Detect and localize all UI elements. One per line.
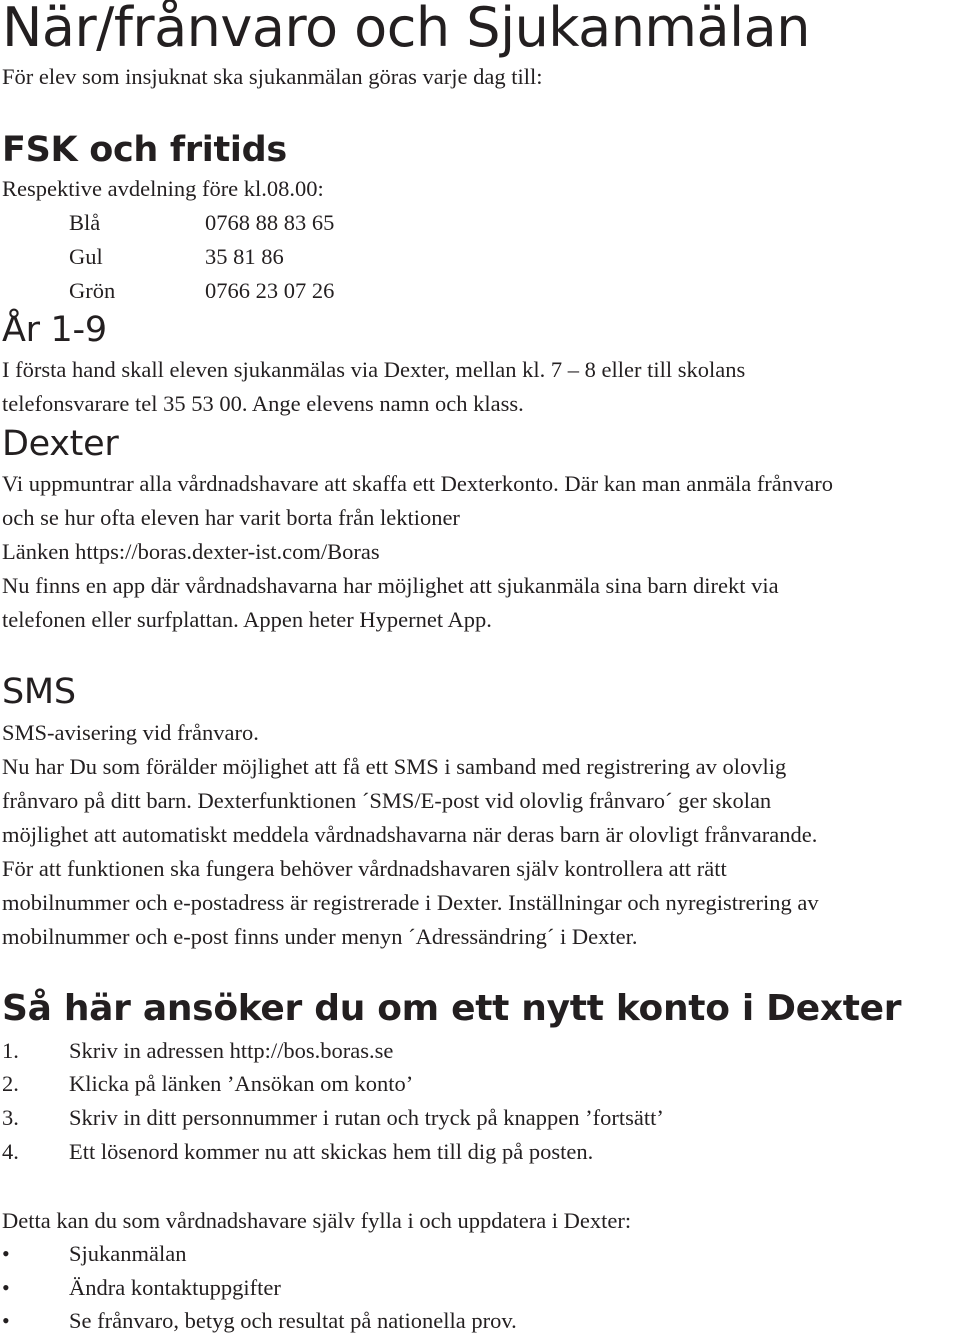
bullet-icon: • <box>2 1308 10 1333</box>
bullet-icon: • <box>2 1241 10 1266</box>
dexter-link-line: Länken https://boras.dexter-ist.com/Boras <box>2 539 380 564</box>
self-service-lead: Detta kan du som vårdnadshavare själv fylla i och uppdatera i Dexter: <box>2 1208 632 1233</box>
dexter-text-line: Vi uppmuntrar alla vårdnadshavare att skaffa ett Dexterkonto. Där kan man anmäla frånvaro <box>2 471 834 496</box>
step-number: 3. <box>2 1105 19 1130</box>
contact-phone: 35 81 86 <box>205 244 284 269</box>
years-heading: År 1-9 <box>2 310 107 350</box>
step-item <box>0 1101 960 1135</box>
fsk-lead: Respektive avdelning före kl.08.00: <box>2 176 324 201</box>
sms-text-line: Nu har Du som förälder möjlighet att få ett SMS i samband med registrering av olovlig <box>2 754 787 779</box>
sms-text-line: För att funktionen ska fungera behöver vårdnadshavaren själv kontrollera att rätt <box>2 856 727 881</box>
step-text: Skriv in adressen http://bos.boras.se <box>69 1038 394 1063</box>
intro-text: För elev som insjuknat ska sjukanmälan göras varje dag till: <box>2 64 543 89</box>
contact-row <box>0 206 960 240</box>
step-item <box>0 1135 960 1169</box>
contact-name: Blå <box>69 210 101 235</box>
contact-row <box>0 274 960 308</box>
step-text: Skriv in ditt personnummer i rutan och tryck på knappen ’fortsätt’ <box>69 1105 664 1130</box>
apply-heading: Så här ansöker du om ett nytt konto i Dexter <box>2 988 902 1029</box>
contact-phone: 0768 88 83 65 <box>205 210 335 235</box>
sms-text-line: frånvaro på ditt barn. Dexterfunktionen ´SMS/E-post vid olovlig frånvaro´ ger skolan <box>2 788 772 813</box>
bullet-text: Se frånvaro, betyg och resultat på nationella prov. <box>69 1308 517 1333</box>
contact-phone: 0766 23 07 26 <box>205 278 335 303</box>
step-number: 4. <box>2 1139 19 1164</box>
dexter-text-line: och se hur ofta eleven har varit borta från lektioner <box>2 505 460 530</box>
contact-row <box>0 240 960 274</box>
sms-text-line: mobilnummer och e-postadress är registrerade i Dexter. Inställningar och nyregistrering av <box>2 890 819 915</box>
page-title: När/frånvaro och Sjukanmälan <box>2 0 810 59</box>
sms-text-line: mobilnummer och e-post finns under menyn ´Adressändring´ i Dexter. <box>2 924 638 949</box>
contact-name: Gul <box>69 244 103 269</box>
dexter-text-line: Nu finns en app där vårdnadshavarna har möjlighet att sjukanmäla sina barn direkt via <box>2 573 779 598</box>
step-item <box>0 1067 960 1101</box>
bullet-item <box>0 1304 960 1337</box>
bullet-item <box>0 1237 960 1271</box>
dexter-text-line: telefonen eller surfplattan. Appen heter Hypernet App. <box>2 607 492 632</box>
fsk-heading: FSK och fritids <box>2 130 287 170</box>
years-text-line: telefonsvarare tel 35 53 00. Ange elevens namn och klass. <box>2 391 524 416</box>
bullet-item <box>0 1271 960 1305</box>
years-text-line: I första hand skall eleven sjukanmälas via Dexter, mellan kl. 7 – 8 eller till skolans <box>2 357 746 382</box>
step-number: 1. <box>2 1038 19 1063</box>
sms-heading: SMS <box>2 672 76 712</box>
dexter-heading: Dexter <box>2 424 119 464</box>
sms-text-line: SMS-avisering vid frånvaro. <box>2 720 259 745</box>
bullet-text: Sjukanmälan <box>69 1241 187 1266</box>
step-text: Ett lösenord kommer nu att skickas hem till dig på posten. <box>69 1139 594 1164</box>
step-item <box>0 1034 960 1068</box>
step-number: 2. <box>2 1071 19 1096</box>
contact-name: Grön <box>69 278 116 303</box>
bullet-text: Ändra kontaktuppgifter <box>69 1275 281 1300</box>
sms-text-line: möjlighet att automatiskt meddela vårdnadshavarna när deras barn är olovligt frånvarande. <box>2 822 818 847</box>
step-text: Klicka på länken ’Ansökan om konto’ <box>69 1071 414 1096</box>
bullet-icon: • <box>2 1275 10 1300</box>
